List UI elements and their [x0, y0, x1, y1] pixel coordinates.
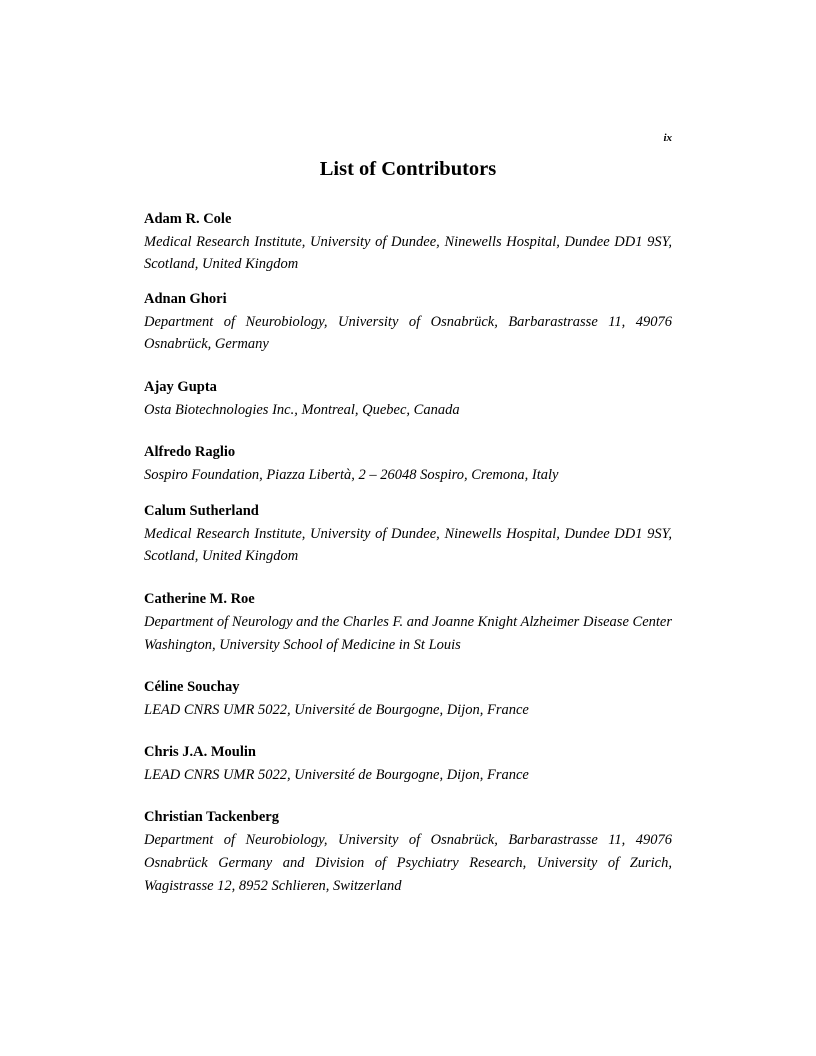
contributor-name: Alfredo Raglio [144, 444, 236, 460]
contributor-entry [144, 677, 672, 722]
contributor-affiliation: Department of Neurology and the Charles F. and Joanne Knight Alzheimer Disease Center Washington, University School of Medicine in St Louis [144, 614, 672, 653]
contributor-entry [144, 209, 672, 275]
contributor-name: Christian Tackenberg [144, 809, 279, 825]
contributor-entry [144, 501, 672, 567]
page-title: List of Contributors [319, 158, 497, 180]
contributor-affiliation: Medical Research Institute, University of Dundee, Ninewells Hospital, Dundee DD1 9SY, Scotland, United Kingdom [144, 526, 672, 564]
contributor-name: Adnan Ghori [144, 291, 227, 307]
contributor-entry [144, 289, 672, 355]
contributor-entry [144, 742, 672, 787]
contributor-affiliation: Department of Neurobiology, University of Osnabrück, Barbarastrasse 11, 49076 Osnabrück Germany and Division of Psychiatry Research, University of Zurich, Wagistrasse 12, 8952 Schlieren, Switzerland [144, 832, 672, 894]
contributor-entry [144, 589, 672, 657]
contributor-affiliation: Osta Biotechnologies Inc., Montreal, Quebec, Canada [144, 402, 460, 418]
contributor-name: Adam R. Cole [144, 211, 232, 227]
contributor-name: Ajay Gupta [144, 379, 217, 395]
contributor-entry [144, 442, 672, 486]
contributor-affiliation: LEAD CNRS UMR 5022, Université de Bourgogne, Dijon, France [144, 702, 529, 718]
contributor-name: Chris J.A. Moulin [144, 744, 256, 760]
contributor-name: Céline Souchay [144, 679, 240, 695]
contributor-affiliation: LEAD CNRS UMR 5022, Université de Bourgogne, Dijon, France [144, 767, 529, 783]
page-number: ix [663, 132, 672, 144]
contributor-entry [144, 807, 672, 898]
contributor-name: Calum Sutherland [144, 503, 259, 519]
contributor-affiliation: Sospiro Foundation, Piazza Libertà, 2 – 26048 Sospiro, Cremona, Italy [144, 467, 559, 483]
contributor-affiliation: Department of Neurobiology, University of Osnabrück, Barbarastrasse 11, 49076 Osnabrück, Germany [144, 314, 672, 352]
contributor-name: Catherine M. Roe [144, 591, 255, 607]
contributor-entry [144, 377, 672, 421]
contributor-affiliation: Medical Research Institute, University of Dundee, Ninewells Hospital, Dundee DD1 9SY, Scotland, United Kingdom [144, 234, 672, 272]
